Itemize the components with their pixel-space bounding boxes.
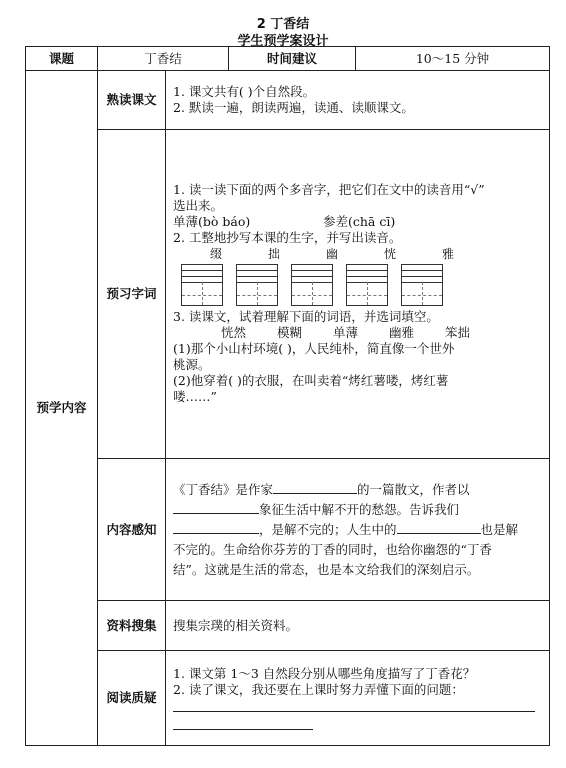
chars-q2: 2. 工整地抄写本课的生字，并写出读音。 [173, 229, 402, 245]
writing-box[interactable] [181, 264, 223, 306]
answer-line[interactable] [173, 716, 313, 730]
research-text: 搜集宗璞的相关资料。 [173, 617, 299, 633]
content-text: 象征生活中解不开的愁怨。告诉我们 [259, 501, 460, 517]
writing-box[interactable] [346, 264, 388, 306]
content-text: 《丁香结》是作家 [173, 481, 274, 497]
write-char: 雅 [441, 246, 454, 261]
chars-q1-line-b: 选出来。 [173, 197, 224, 213]
write-char: 恍 [383, 246, 396, 261]
content-body [166, 459, 550, 601]
questions-line-2: 2. 读了课文，我还要在上课时努力弄懂下面的问题： [173, 682, 464, 697]
writing-box[interactable] [401, 264, 443, 306]
polyphone-word-1: 单薄(bò báo) [173, 213, 251, 229]
research-body [166, 601, 550, 651]
time-value: 10～15 分钟 [356, 47, 550, 71]
writing-box[interactable] [236, 264, 278, 306]
questions-label: 阅读质疑 [98, 651, 166, 746]
vocab-word: 幽雅 [389, 324, 415, 340]
document-subtitle: 学生预学案设计 [237, 34, 329, 49]
answer-blank[interactable] [273, 481, 357, 494]
content-text: 的一篇散文，作者以 [357, 481, 470, 497]
vocab-word: 模糊 [277, 324, 303, 340]
topic-value: 丁香结 [98, 47, 229, 71]
study-sheet-table [25, 46, 550, 746]
research-label: 资料搜集 [98, 601, 166, 651]
writing-box[interactable] [291, 264, 333, 306]
content-text: 也是解 [480, 521, 519, 537]
row-content [26, 459, 550, 601]
polyphone-word-2: 参差(chā cī) [323, 213, 396, 229]
write-char: 拙 [267, 246, 280, 261]
content-line-3 [173, 520, 543, 540]
fill-sentence-2b: 喽……” [173, 388, 217, 404]
content-line-5: 结”。这就是生活的常态，也是本文给我们的深刻启示。 [173, 561, 480, 577]
reading-label: 熟读课文 [98, 71, 166, 130]
content-line-2 [173, 500, 543, 520]
write-char: 缀 [209, 246, 222, 261]
vocab-word: 单薄 [333, 324, 359, 340]
answer-blank[interactable] [397, 521, 481, 534]
time-label: 时间建议 [229, 47, 356, 71]
document-title: 2 丁香结 [256, 17, 310, 32]
write-chars-row [173, 246, 543, 262]
questions-body [166, 651, 550, 746]
answer-blank[interactable] [173, 521, 259, 534]
header-row [26, 47, 550, 71]
row-questions [26, 651, 550, 746]
vocab-words-row [173, 325, 543, 341]
content-line-1 [173, 480, 543, 500]
chars-content [166, 130, 550, 459]
reading-line-2: 2. 默读一遍，朗读两遍，读通、读顺课文。 [173, 100, 414, 115]
chars-q3: 3. 读课文，试着理解下面的词语，并选词填空。 [173, 308, 439, 324]
questions-line-1: 1. 课文第 1～3 自然段分别从哪些角度描写了丁香花？ [173, 666, 476, 681]
polyphone-row [173, 214, 543, 230]
chars-q1-line-a: 1. 读一读下面的两个多音字，把它们在文中的读音用“√” [173, 181, 485, 197]
reading-content [166, 71, 550, 130]
content-text: ，是解不完的；人生中的 [259, 521, 397, 537]
writing-boxes-row [173, 264, 543, 306]
row-chars [26, 130, 550, 459]
fill-sentence-2a: (2)他穿着( )的衣服，在叫卖着“烤红薯喽，烤红薯 [173, 372, 449, 388]
vocab-word: 恍然 [221, 324, 247, 340]
fill-sentence-1b: 桃源。 [173, 356, 211, 372]
write-char: 幽 [325, 246, 338, 261]
section-label: 预学内容 [26, 71, 98, 746]
answer-blank[interactable] [173, 501, 259, 514]
answer-line[interactable] [173, 698, 535, 712]
row-research [26, 601, 550, 651]
reading-line-1: 1. 课文共有( )个自然段。 [173, 84, 316, 99]
vocab-word: 笨拙 [445, 324, 471, 340]
content-label: 内容感知 [98, 459, 166, 601]
fill-sentence-1a: (1)那个小山村环境( )，人民纯朴，简直像一个世外 [173, 340, 455, 356]
content-line-4: 不完的。生命给你芬芳的丁香的同时，也给你幽怨的“丁香 [173, 541, 492, 557]
chars-label: 预习字词 [98, 130, 166, 459]
topic-label: 课题 [26, 47, 98, 71]
row-reading [26, 71, 550, 130]
